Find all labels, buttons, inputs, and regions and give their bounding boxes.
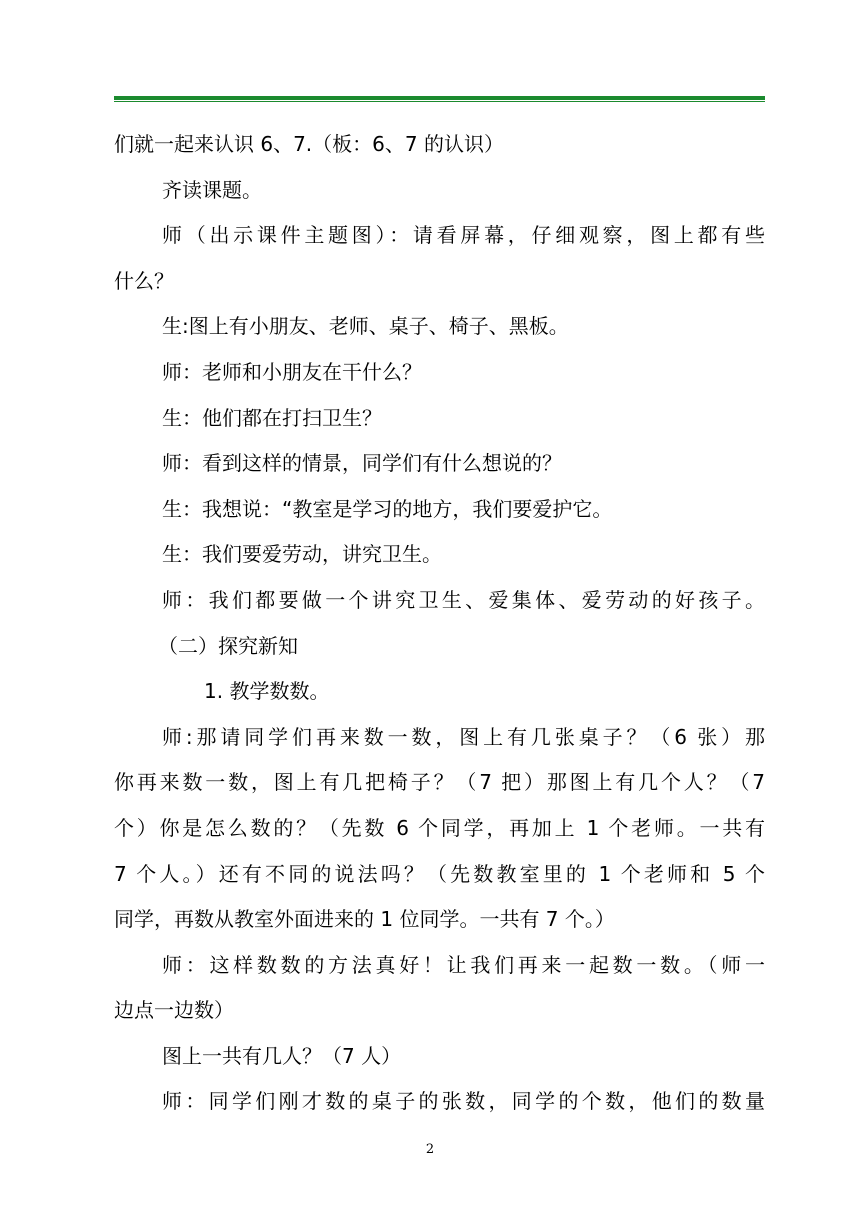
text-line: 师：看到这样的情景，同学们有什么想说的？	[162, 451, 562, 476]
text-line: 师（出示课件主题图）：请看屏幕，仔细观察，图上都有些	[162, 223, 765, 248]
text-line: 齐读课题。	[162, 177, 262, 202]
text-line: 图上一共有几人？（7 人）	[162, 1043, 402, 1068]
text-line: 生:图上有小朋友、老师、桌子、椅子、黑板。	[162, 314, 569, 339]
text-line: 们就一起来认识 6、7.（板：6、7 的认识）	[114, 132, 504, 156]
text-line: 边点一边数）	[114, 998, 234, 1023]
text-line: 师：我们都要做一个讲究卫生、爱集体、爱劳动的好孩子。	[162, 587, 765, 612]
header-rule-thin	[114, 101, 765, 102]
document-body	[114, 122, 765, 1125]
subsection-heading: 1. 教学数数。	[204, 679, 330, 704]
header-rule-thick	[114, 96, 765, 100]
header-rule	[114, 96, 765, 103]
text-line: 师:那请同学们再来数一数，图上有几张桌子？（6 张）那	[162, 724, 765, 749]
text-line: 师：老师和小朋友在干什么？	[162, 359, 422, 384]
text-line: 什么？	[114, 268, 174, 293]
text-line: 7 个人。）还有不同的说法吗？（先数教室里的 1 个老师和 5 个	[114, 861, 765, 886]
text-line: 生：我们要爱劳动，讲究卫生。	[162, 542, 442, 567]
text-line: 师：这样数数的方法真好！让我们再来一起数一数。（师一	[162, 952, 765, 977]
text-line: 同学，再数从教室外面进来的 1 位同学。一共有 7 个。）	[114, 907, 615, 932]
text-line: 生：我想说：“教室是学习的地方，我们要爱护它。	[162, 496, 613, 521]
text-line: 师：同学们刚才数的桌子的张数，同学的个数，他们的数量	[162, 1089, 765, 1114]
text-line: 生：他们都在打扫卫生？	[162, 405, 382, 430]
section-heading: （二）探究新知	[158, 633, 298, 658]
text-line: 你再来数一数，图上有几把椅子？（7 把）那图上有几个人？（7	[114, 770, 765, 795]
page-number: 2	[425, 1142, 435, 1157]
text-line: 个）你是怎么数的？（先数 6 个同学，再加上 1 个老师。一共有	[114, 815, 765, 840]
